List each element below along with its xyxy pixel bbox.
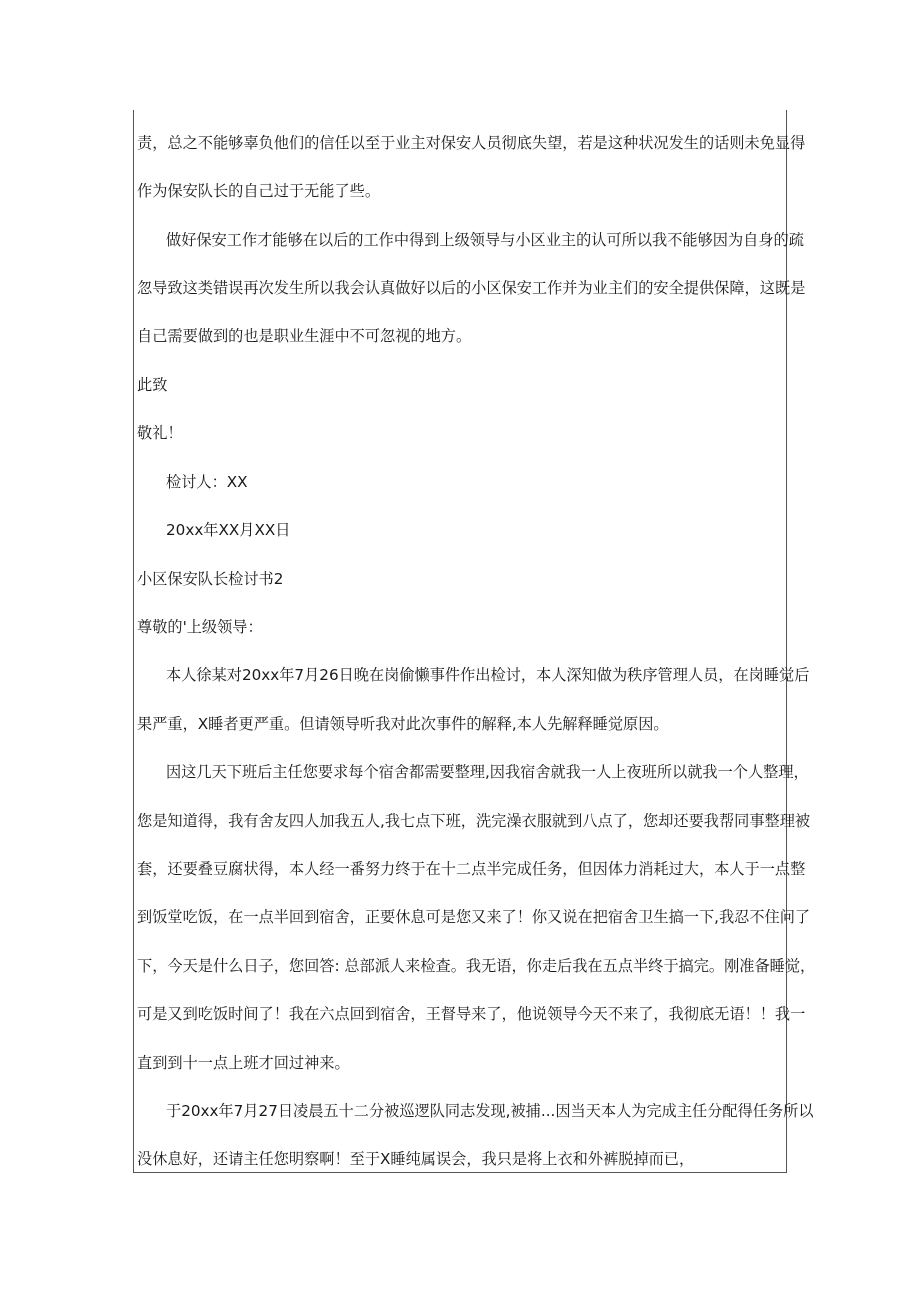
- closing-regards: 敬礼！: [137, 424, 183, 442]
- signature-name: 检讨人：XX: [166, 473, 248, 491]
- text-line: 到饭堂吃饭，在一点半回到宿舍，正要休息可是您又来了！你又说在把宿舍卫生搞一下,我忍不住问了: [137, 908, 811, 926]
- text-line: 果严重，X睡者更严重。但请领导听我对此次事件的解释,本人先解释睡觉原因。: [137, 715, 669, 733]
- text-line: 作为保安队长的自己过于无能了些。: [137, 182, 380, 200]
- paragraph-start: 于20xx年7月27日凌晨五十二分被巡逻队同志发现,被捕...因当天本人为完成主任分配得任务所以: [166, 1102, 814, 1120]
- text-line: 没休息好，还请主任您明察啊！至于X睡纯属误会，我只是将上衣和外裤脱掉而已，: [137, 1150, 695, 1168]
- text-line: 可是又到吃饭时间了！我在六点回到宿舍，王督导来了，他说领导今天不来了，我彻底无语！！我一: [137, 1005, 806, 1023]
- text-line: 自己需要做到的也是职业生涯中不可忽视的地方。: [137, 327, 472, 345]
- text-line: 直到到十一点上班才回过神来。: [137, 1054, 350, 1072]
- text-line: 下，今天是什么日子，您回答: 总部派人来检查。我无语，你走后我在五点半终于搞完。刚准备睡觉，: [137, 957, 816, 975]
- paragraph-start: 做好保安工作才能够在以后的工作中得到上级领导与小区业主的认可所以我不能够因为自身的疏: [166, 231, 804, 249]
- signature-date: 20xx年XX月XX日: [166, 521, 291, 539]
- paragraph-start: 本人徐某对20xx年7月26日晚在岗偷懒事件作出检讨，本人深知做为秩序管理人员，在岗睡觉后: [166, 666, 810, 684]
- section-title: 小区保安队长检讨书2: [137, 570, 284, 588]
- paragraph-start: 因这几天下班后主任您要求每个宿舍都需要整理,因我宿舍就我一人上夜班所以就我一个人整理，: [166, 763, 809, 781]
- text-line: 责，总之不能够辜负他们的信任以至于业主对保安人员彻底失望，若是这种状况发生的话则未免显得: [137, 134, 806, 152]
- text-line: 忽导致这类错误再次发生所以我会认真做好以后的小区保安工作并为业主们的安全提供保障，这既是: [137, 279, 806, 297]
- text-line: 套，还要叠豆腐状得，本人经一番努力终于在十二点半完成任务，但因体力消耗过大，本人于一点整: [137, 860, 806, 878]
- closing-salutation: 此致: [137, 376, 168, 394]
- text-line: 您是知道得，我有舍友四人加我五人,我七点下班，洗完澡衣服就到八点了，您却还要我帮同事整理被: [137, 812, 811, 830]
- greeting: 尊敬的'上级领导：: [137, 618, 263, 636]
